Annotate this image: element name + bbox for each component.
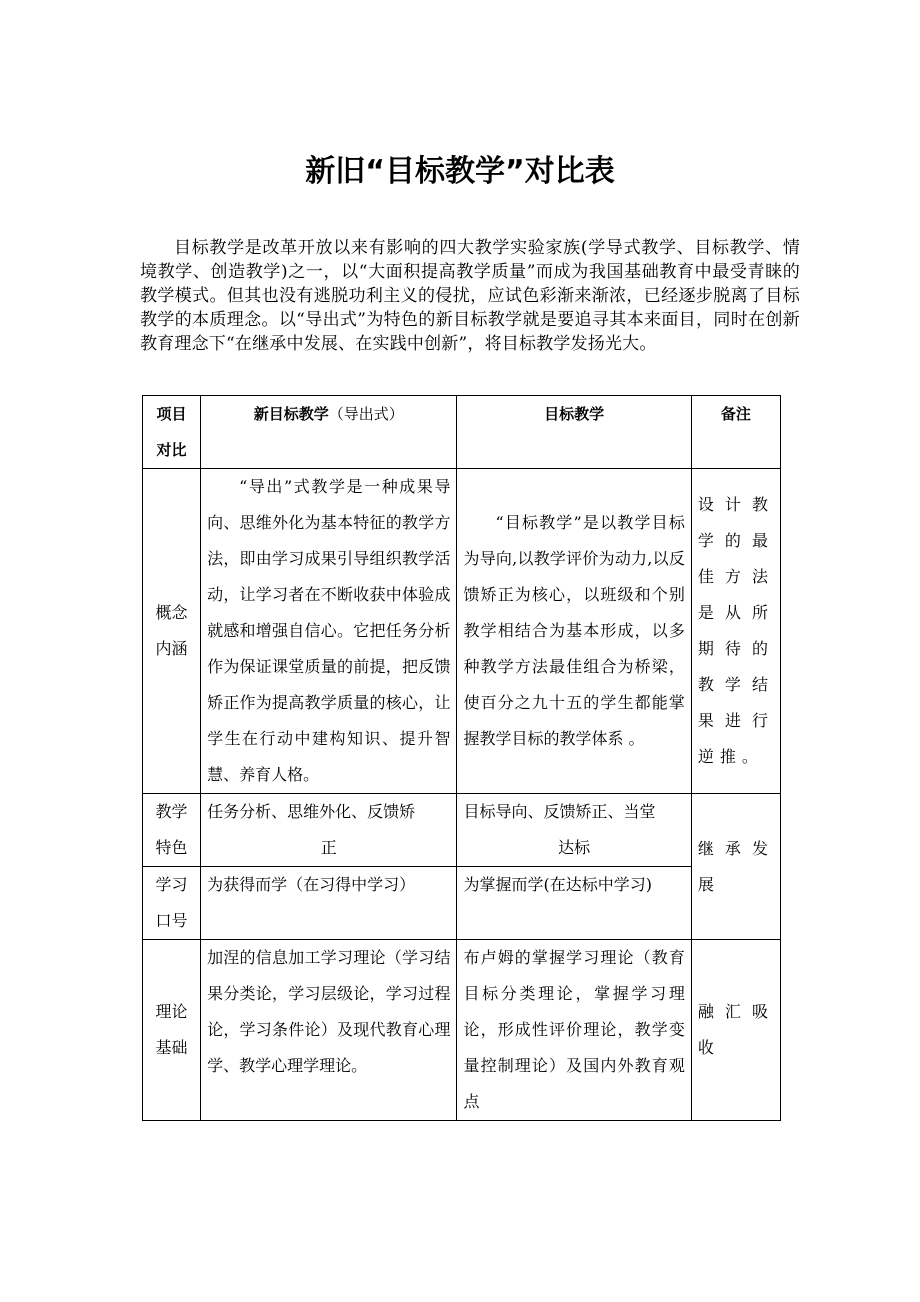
- cell-slogan-old: 为掌握而学(在达标中学习): [457, 867, 691, 940]
- row-label-line2: 特色: [155, 838, 188, 857]
- header-item-compare: [143, 396, 201, 469]
- cell-theory-note: 融汇吸收: [691, 940, 780, 1121]
- header-item-line2: 对比: [156, 441, 187, 459]
- cell-slogan-new: 为获得而学（在习得中学习）: [201, 867, 457, 940]
- intro-paragraph: 目标教学是改革开放以来有影响的四大教学实验家族(学导式教学、目标教学、情境教学、创造教学)之一，以“大面积提高教学质量”而成为我国基础教育中最受青睐的教学模式。但其也没有逃脱功利主义的侵扰，应试色彩渐来渐浓，已经逐步脱离了目标教学的本质理念。以“导出式”为特色的新目标教学就是要追寻其本来面目，同时在创新教育理念下“在继承中发展、在实践中创新”，将目标教学发扬光大。: [140, 238, 800, 354]
- cell-feature-new: [201, 794, 457, 867]
- table-header-row: [143, 396, 781, 469]
- cell-feature-new-line2: 正: [320, 838, 337, 857]
- cell-feature-old-line2: 达标: [558, 838, 591, 857]
- cell-feature-old: [457, 794, 691, 867]
- cell-theory-new: 加涅的信息加工学习理论（学习结果分类论，学习层级论，学习过程论，学习条件论）及现代教育心理学、教学心理学理论。: [201, 940, 457, 1121]
- table-row-concept: [143, 469, 781, 794]
- header-new-main: 新目标教学: [253, 405, 329, 423]
- page-title: 新旧“目标教学”对比表: [305, 154, 615, 189]
- cell-concept-note: 设计教学的最佳方法是从所期待的教学结果进行逆推。: [691, 469, 780, 794]
- cell-feature-slogan-note: 继承发展: [691, 794, 780, 940]
- row-label-line1: 学习: [155, 875, 188, 894]
- row-label-concept: [143, 469, 201, 794]
- comparison-table: [142, 395, 781, 1121]
- row-label-line2: 口号: [155, 911, 188, 930]
- row-label-theory: [143, 940, 201, 1121]
- row-label-line2: 内涵: [155, 639, 188, 658]
- header-note: 备注: [691, 396, 780, 469]
- table-row-feature: [143, 794, 781, 867]
- header-target-teaching: 目标教学: [457, 396, 691, 469]
- cell-feature-old-line1: 目标导向、反馈矫正、当堂: [463, 802, 656, 821]
- header-new-target-teaching: [201, 396, 457, 469]
- cell-concept-old: “目标教学”是以教学目标为导向,以教学评价为动力,以反馈矫正为核心，以班级和个别教学相结合为基本形成，以多种教学方法最佳组合为桥梁，使百分之九十五的学生都能掌握教学目标的教学体系 。: [457, 469, 691, 794]
- header-item-line1: 项目: [156, 405, 187, 423]
- cell-theory-old: 布卢姆的掌握学习理论（教育目标分类理论，掌握学习理论，形成性评价理论，教学变量控制理论）及国内外教育观点: [457, 940, 691, 1121]
- row-label-slogan: [143, 867, 201, 940]
- row-label-line1: 理论: [155, 1002, 188, 1021]
- cell-concept-new: “导出”式教学是一种成果导向、思维外化为基本特征的教学方法，即由学习成果引导组织教学活动，让学习者在不断收获中体验成就感和增强自信心。它把任务分析作为保证课堂质量的前提，把反馈矫正作为提高教学质量的核心，让学生在行动中建构知识、提升智慧、养育人格。: [201, 469, 457, 794]
- cell-feature-new-line1: 任务分析、思维外化、反馈矫: [207, 802, 416, 821]
- table-row-slogan: [143, 867, 781, 940]
- header-new-sub: （导出式）: [328, 405, 404, 423]
- row-label-feature: [143, 794, 201, 867]
- row-label-line1: 教学: [155, 802, 188, 821]
- table-row-theory: [143, 940, 781, 1121]
- row-label-line2: 基础: [155, 1038, 188, 1057]
- row-label-line1: 概念: [155, 603, 188, 622]
